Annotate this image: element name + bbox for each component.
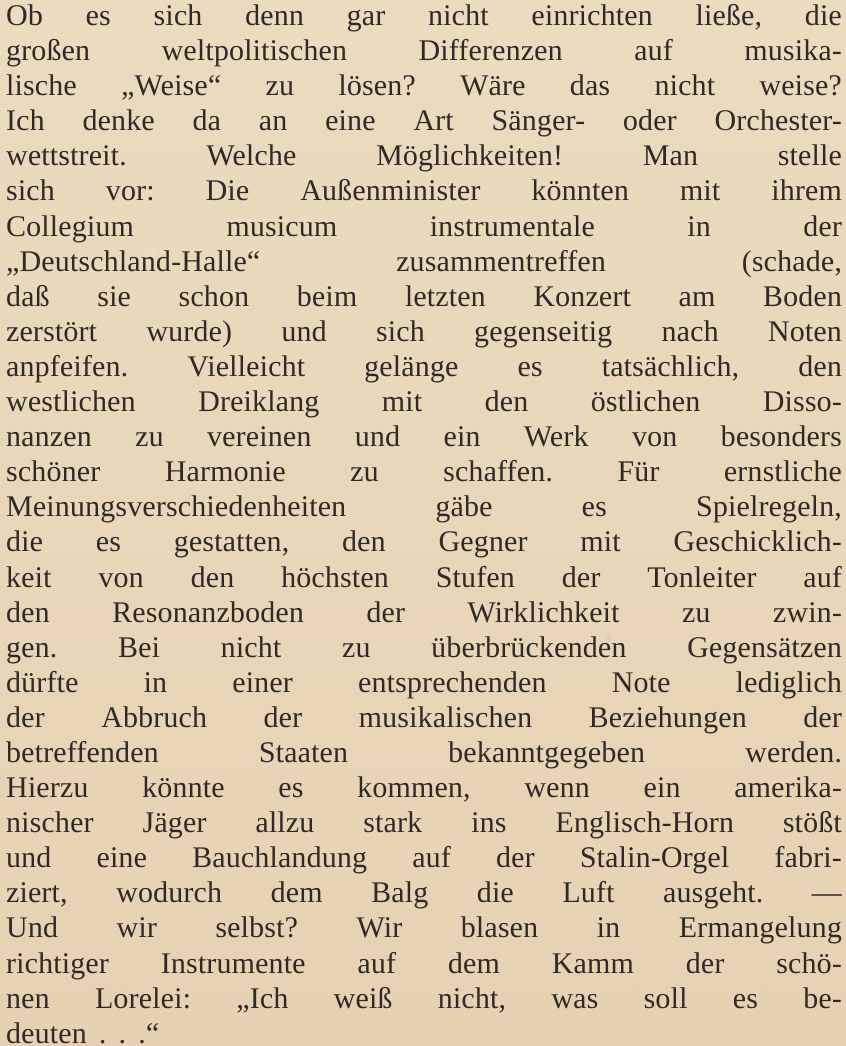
text-word: der: [6, 700, 45, 734]
text-word: richtiger: [6, 946, 109, 980]
text-word: es: [95, 525, 122, 559]
text-line: [6, 173, 842, 208]
text-word: betreffenden: [6, 735, 159, 769]
text-word: Balg: [371, 876, 429, 910]
text-word: weiß: [333, 981, 393, 1015]
text-word: sich: [6, 174, 55, 208]
text-line: [6, 665, 842, 700]
text-word: den: [190, 560, 235, 594]
text-word: Gegner: [438, 525, 528, 559]
text-word: Jäger: [142, 806, 207, 840]
text-word: Gegensätzen: [687, 630, 842, 664]
text-word: Ich: [6, 104, 45, 138]
text-word: selbst?: [215, 911, 299, 945]
text-word: den: [484, 385, 529, 419]
text-word: überbrückenden: [431, 630, 627, 664]
text-word: dürfte: [6, 665, 79, 699]
text-word: der: [803, 700, 842, 734]
text-word: sich: [153, 0, 203, 32]
text-word: bekanntgegeben: [448, 735, 646, 769]
text-word: Meinungsverschiedenheiten: [6, 490, 347, 524]
text-word: Bauchlandung: [192, 841, 368, 875]
text-word: eine: [96, 841, 148, 875]
text-word: und: [354, 420, 401, 454]
text-line: [6, 946, 842, 981]
text-word: es: [581, 490, 607, 524]
text-word: nen: [6, 981, 50, 1015]
text-word: Stufen: [435, 560, 515, 594]
text-word: den: [342, 525, 386, 559]
text-word: Orchester-: [714, 104, 842, 138]
text-word: nicht: [428, 0, 489, 32]
text-word: musikalischen: [358, 700, 533, 734]
text-word: amerika-: [734, 771, 842, 805]
text-word: Lorelei:: [94, 981, 192, 1015]
text-word: Werk: [523, 420, 589, 454]
text-word: Ob: [6, 0, 43, 32]
text-word: Harmonie: [164, 455, 286, 489]
text-word: Wirklichkeit: [467, 595, 620, 629]
text-word: und: [6, 841, 52, 875]
text-word: Tonleiter: [647, 560, 757, 594]
text-word: und: [281, 314, 327, 348]
text-line: [6, 244, 842, 279]
text-word: vereinen: [207, 420, 312, 454]
text-word: Wäre: [460, 69, 526, 103]
text-word: gestatten,: [173, 525, 290, 559]
text-word: ernstliche: [723, 455, 842, 489]
text-word: Konzert: [533, 279, 631, 313]
text-word: zu: [265, 69, 295, 103]
text-word: Und: [6, 911, 59, 945]
text-word: an: [258, 104, 288, 138]
text-word: ein: [443, 420, 481, 454]
text-word: Bei: [117, 630, 161, 664]
text-word: das: [569, 69, 611, 103]
text-word: stößt: [782, 806, 842, 840]
text-word: der: [263, 700, 303, 734]
text-word: letzten: [404, 279, 486, 313]
text-line: [6, 735, 842, 770]
text-word: Resonanzboden: [112, 595, 304, 629]
text-word: Spielregeln,: [696, 490, 842, 524]
text-word: „Deutschland-Halle“: [6, 244, 261, 278]
text-word: .: [118, 1016, 127, 1046]
text-word: es: [278, 771, 304, 805]
text-word: musika-: [744, 34, 842, 68]
text-word: Dreiklang: [198, 385, 320, 419]
text-word: Abbruch: [101, 700, 208, 734]
text-word: gen.: [6, 630, 58, 664]
text-line: [6, 875, 842, 910]
text-word: ausgeht.: [663, 876, 764, 910]
text-word: es: [732, 981, 759, 1015]
text-word: Hierzu: [6, 771, 89, 805]
text-word: Boden: [762, 279, 842, 313]
text-word: denke: [82, 104, 155, 138]
text-word: werden.: [745, 735, 842, 769]
text-word: die: [476, 876, 514, 910]
text-line: [6, 384, 842, 419]
text-word: Disso-: [762, 385, 842, 419]
text-word: schöner: [6, 455, 101, 489]
text-word: es: [85, 0, 111, 32]
text-word: Instrumente: [160, 946, 306, 980]
text-line: [6, 805, 842, 840]
text-word: der: [496, 841, 535, 875]
text-word: instrumentale: [429, 209, 595, 243]
text-word: Beziehungen: [588, 700, 747, 734]
text-word: die: [804, 0, 842, 32]
text-word: lediglich: [735, 665, 842, 699]
text-word: was: [551, 981, 599, 1015]
text-word: anpfeifen.: [6, 349, 129, 383]
text-word: Staaten: [258, 735, 349, 769]
text-word: soll: [643, 981, 688, 1015]
text-word: auf: [357, 946, 397, 980]
text-word: könnten: [531, 174, 630, 208]
text-word: gelänge: [364, 349, 459, 383]
text-word: zwin-: [772, 595, 842, 629]
text-word: es: [517, 349, 543, 383]
text-word: dem: [447, 946, 500, 980]
text-word: mit: [679, 174, 721, 208]
text-word: deuten: [6, 1016, 87, 1046]
text-word: nanzen: [6, 420, 92, 454]
text-word: westlichen: [6, 385, 136, 419]
text-word: der: [366, 595, 406, 629]
text-word: keit: [6, 560, 52, 594]
text-line: [6, 560, 842, 595]
text-word: nicht: [220, 630, 282, 664]
text-line: [6, 840, 842, 875]
text-word: einer: [232, 665, 293, 699]
text-word: kommen,: [357, 771, 471, 805]
text-word: wurde): [146, 314, 233, 348]
text-word: Vielleicht: [187, 349, 306, 383]
text-line: [6, 981, 842, 1016]
text-line: [6, 33, 842, 68]
text-line: [6, 1016, 842, 1046]
text-word: am: [678, 279, 716, 313]
text-word: nach: [661, 314, 719, 348]
text-word: stark: [363, 806, 423, 840]
text-word: Englisch-Horn: [555, 806, 734, 840]
text-word: lösen?: [338, 69, 416, 103]
text-word: ließe,: [695, 0, 763, 32]
text-line: [6, 209, 842, 244]
text-word: zu: [341, 630, 371, 664]
text-line: [6, 138, 842, 173]
text-word: gar: [346, 0, 386, 32]
text-word: blasen: [460, 911, 539, 945]
text-word: in: [596, 911, 621, 945]
text-word: mit: [381, 385, 423, 419]
text-word: stelle: [777, 139, 842, 173]
text-word: der: [561, 560, 601, 594]
text-word: schaffen.: [443, 455, 554, 489]
text-word: von: [631, 420, 678, 454]
text-word: zu: [135, 420, 164, 454]
text-word: wettstreit.: [6, 139, 127, 173]
text-line: [6, 770, 842, 805]
text-line: [6, 630, 842, 665]
text-word: Kamm: [551, 946, 634, 980]
text-word: daß: [6, 279, 50, 313]
text-line: [6, 700, 842, 735]
text-word: Für: [617, 455, 660, 489]
text-word: Geschicklich-: [673, 525, 842, 559]
text-word: auf: [803, 560, 842, 594]
text-word: nischer: [6, 806, 94, 840]
text-word: vor:: [105, 174, 155, 208]
text-line: [6, 103, 842, 138]
text-word: mit: [580, 525, 621, 559]
text-word: ihrem: [771, 174, 842, 208]
text-word: nicht,: [437, 981, 507, 1015]
text-word: Welche: [206, 139, 297, 173]
text-word: weltpolitischen: [161, 34, 348, 68]
text-word: beim: [296, 279, 358, 313]
text-word: da: [192, 104, 222, 138]
text-line: [6, 454, 842, 489]
text-word: weise?: [759, 69, 842, 103]
text-word: könnte: [142, 771, 225, 805]
text-word: ein: [643, 771, 681, 805]
text-line: [6, 524, 842, 559]
text-word: schon: [178, 279, 250, 313]
text-word: musicum: [226, 209, 338, 243]
text-word: wir: [116, 911, 157, 945]
text-word: Möglichkeiten!: [376, 139, 564, 173]
text-word: Differenzen: [418, 34, 563, 68]
text-word: Außenminister: [300, 174, 481, 208]
text-word: dem: [270, 876, 323, 910]
text-word: höchsten: [281, 560, 389, 594]
text-word: gäbe: [435, 490, 493, 524]
text-word: sich: [375, 314, 425, 348]
text-word: „Ich: [236, 981, 289, 1015]
text-line: [6, 419, 842, 454]
text-word: auf: [412, 841, 451, 875]
text-word: schö-: [776, 946, 842, 980]
text-word: zerstört: [6, 314, 98, 348]
text-line: [6, 595, 842, 630]
text-word: be-: [803, 981, 842, 1015]
text-word: in: [687, 209, 711, 243]
text-word: von: [98, 560, 144, 594]
text-word: .: [98, 1016, 107, 1046]
text-line: [6, 314, 842, 349]
text-word: gegenseitig: [474, 314, 613, 348]
text-word: zu: [350, 455, 379, 489]
text-word: Ermangelung: [678, 911, 842, 945]
text-word: lische: [6, 69, 77, 103]
text-word: Stalin-Orgel: [579, 841, 730, 875]
text-word: tatsächlich,: [601, 349, 740, 383]
text-word: sie: [97, 279, 132, 313]
text-word: .“: [138, 1016, 160, 1046]
text-word: Sänger-: [491, 104, 586, 138]
text-word: —: [811, 876, 842, 910]
text-word: Die: [205, 174, 250, 208]
text-word: zusammentreffen: [396, 244, 607, 278]
text-word: fabri-: [774, 841, 842, 875]
text-word: Man: [642, 139, 699, 173]
text-line: [6, 910, 842, 945]
text-word: östlichen: [590, 385, 701, 419]
text-word: allzu: [255, 806, 315, 840]
text-word: eine: [325, 104, 376, 138]
text-word: denn: [245, 0, 304, 32]
text-word: Noten: [767, 314, 842, 348]
text-word: „Weise“: [121, 69, 222, 103]
text-word: auf: [634, 34, 673, 68]
text-line: [6, 489, 842, 524]
text-word: großen: [6, 34, 91, 68]
text-word: besonders: [720, 420, 842, 454]
text-word: die: [6, 525, 44, 559]
text-word: der: [803, 209, 842, 243]
text-word: den: [798, 349, 842, 383]
text-word: Collegium: [6, 209, 135, 243]
text-word: zu: [681, 595, 711, 629]
text-line: [6, 0, 842, 33]
text-word: entsprechenden: [357, 665, 547, 699]
text-word: nicht: [654, 69, 716, 103]
text-line: [6, 68, 842, 103]
text-word: oder: [622, 104, 677, 138]
text-word: ziert,: [6, 876, 68, 910]
text-word: ins: [471, 806, 507, 840]
text-word: Wir: [356, 911, 403, 945]
text-word: Art: [413, 104, 454, 138]
text-word: (schade,: [741, 244, 842, 278]
text-line: [6, 279, 842, 314]
text-word: in: [143, 665, 168, 699]
article-text: [6, 0, 842, 1046]
text-word: wenn: [524, 771, 590, 805]
text-word: Note: [611, 665, 671, 699]
text-word: der: [685, 946, 725, 980]
text-word: Luft: [562, 876, 615, 910]
text-word: wodurch: [116, 876, 223, 910]
text-word: den: [6, 595, 50, 629]
text-line: [6, 349, 842, 384]
text-word: einrichten: [531, 0, 653, 32]
